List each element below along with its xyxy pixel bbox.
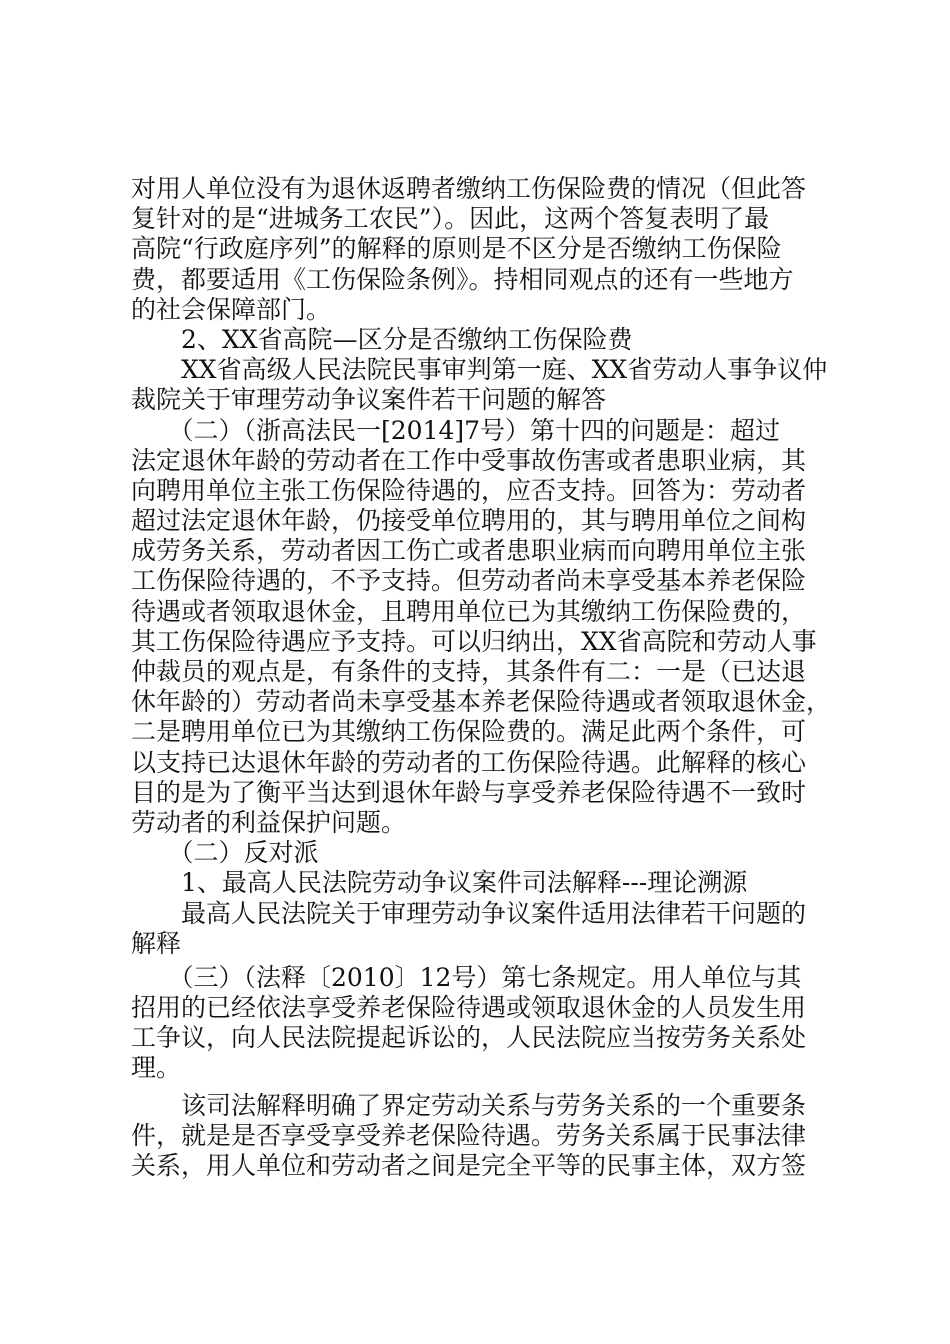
document-body <box>131 174 831 1181</box>
body-line: （三）（法释〔2010〕12号）第七条规定。用人单位与其 <box>131 962 802 992</box>
body-line: 工争议，向人民法院提起诉讼的，人民法院应当按劳务关系处 <box>131 1023 807 1053</box>
body-line: 法定退休年龄的劳动者在工作中受事故伤害或者患职业病，其 <box>131 445 807 475</box>
body-line: 费，都要适用《工伤保险条例》。持相同观点的还有一些地方 <box>131 264 794 294</box>
body-line: 超过法定退休年龄，仍接受单位聘用的，其与聘用单位之间构 <box>131 506 807 536</box>
body-line: 向聘用单位主张工伤保险待遇的，应否支持。回答为：劳动者 <box>131 475 807 505</box>
body-line: 其工伤保险待遇应予支持。可以归纳出，XX省高院和劳动人事 <box>131 626 817 656</box>
body-line: 以支持已达退休年龄的劳动者的工伤保险待遇。此解释的核心 <box>131 747 807 777</box>
body-line: 的社会保障部门。 <box>131 294 332 324</box>
section-heading: 2、XX省高院—区分是否缴纳工伤保险费 <box>131 324 633 354</box>
body-line: 仲裁员的观点是，有条件的支持，其条件有二：一是（已达退 <box>131 657 807 686</box>
body-line: 招用的已经依法享受养老保险待遇或领取退休金的人员发生用 <box>131 993 807 1023</box>
body-line: 件，就是是否享受享受养老保险待遇。劳务关系属于民事法律 <box>131 1120 807 1150</box>
body-line: 对用人单位没有为退休返聘者缴纳工伤保险费的情况（但此答 <box>131 174 807 203</box>
body-line: 解释 <box>131 928 182 958</box>
body-line: 劳动者的利益保护问题。 <box>131 807 407 837</box>
body-line: 待遇或者领取退休金，且聘用单位已为其缴纳工伤保险费的， <box>131 596 807 626</box>
body-line: 理。 <box>131 1053 182 1083</box>
body-line: 高院“行政庭序列”的解释的原则是不区分是否缴纳工伤保险 <box>131 234 782 264</box>
body-line: 裁院关于审理劳动争议案件若干问题的解答 <box>131 385 607 415</box>
body-line: 该司法解释明确了界定劳动关系与劳务关系的一个重要条 <box>131 1090 807 1120</box>
body-line: 二是聘用单位已为其缴纳工伤保险费的。满足此两个条件，可 <box>131 717 807 747</box>
body-line: 目的是为了衡平当达到退休年龄与享受养老保险待遇不一致时 <box>131 777 807 807</box>
section-heading: 1、最高人民法院劳动争议案件司法解释---理论溯源 <box>131 868 748 898</box>
body-line: 最高人民法院关于审理劳动争议案件适用法律若干问题的 <box>131 898 807 928</box>
body-line: （二）（浙高法民一[2014]7号）第十四的问题是：超过 <box>131 415 781 445</box>
body-line: 复针对的是“进城务工农民”）。因此，这两个答复表明了最 <box>131 204 770 234</box>
body-line: 关系，用人单位和劳动者之间是完全平等的民事主体，双方签 <box>131 1151 807 1180</box>
body-line: 工伤保险待遇的，不予支持。但劳动者尚未享受基本养老保险 <box>131 566 807 596</box>
body-line: XX省高级人民法院民事审判第一庭、XX省劳动人事争议仲 <box>131 355 828 385</box>
section-heading: （二）反对派 <box>131 838 319 868</box>
paragraph-gap <box>131 1084 831 1091</box>
body-line: 成劳务关系，劳动者因工伤亡或者患职业病而向聘用单位主张 <box>131 536 807 566</box>
body-line: 休年龄的）劳动者尚未享受基本养老保险待遇或者领取退休金， <box>131 687 832 717</box>
